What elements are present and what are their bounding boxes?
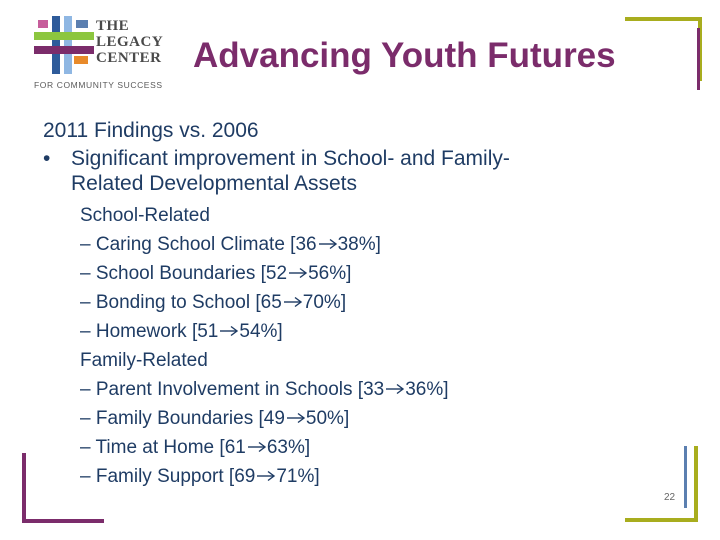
legacy-center-logo <box>34 16 184 92</box>
bullet-line: Related Developmental Assets <box>71 172 357 195</box>
item-to-value: 70% <box>302 292 341 313</box>
item-dash: – <box>80 292 91 313</box>
item-from-value: 65 <box>260 292 282 313</box>
item-label: Parent Involvement in Schools <box>95 379 353 400</box>
item-dash: – <box>80 321 91 342</box>
item-dash: – <box>80 437 91 458</box>
item-from-value: 51 <box>197 321 219 342</box>
findings-heading: 2011 Findings vs. 2006 <box>43 119 259 142</box>
logo-line: LEGACY <box>96 34 164 50</box>
asset-item: – Bonding to School [65 70%] <box>80 292 347 313</box>
arrow-right-icon <box>247 441 267 453</box>
slide-title: Advancing Youth Futures <box>193 36 616 75</box>
asset-item: – School Boundaries [52 56%] <box>80 263 352 284</box>
item-dash: – <box>80 466 91 487</box>
logo-wordmark <box>96 18 184 66</box>
item-label: Caring School Climate <box>95 234 285 255</box>
item-to-value: 54% <box>239 321 278 342</box>
item-label: Time at Home <box>95 437 215 458</box>
group-title: Family-Related <box>80 350 208 371</box>
item-to-value: 36% <box>405 379 444 400</box>
item-label: Family Support <box>95 466 224 487</box>
item-label: Bonding to School <box>95 292 251 313</box>
asset-item: – Family Support [69 71%] <box>80 466 320 487</box>
item-dash: – <box>80 234 91 255</box>
logo-line: THE <box>96 18 130 34</box>
asset-item: – Parent Involvement in Schools [33 36%] <box>80 379 449 400</box>
item-label: Family Boundaries <box>95 408 254 429</box>
arrow-right-icon <box>286 412 306 424</box>
logo-line: CENTER <box>96 50 162 66</box>
item-from-value: 61 <box>224 437 246 458</box>
arrow-right-icon <box>219 325 239 337</box>
asset-item: – Caring School Climate [36 38%] <box>80 234 381 255</box>
arrow-right-icon <box>256 470 276 482</box>
frame-top-right-accent <box>697 28 700 90</box>
asset-item: – Homework [51 54%] <box>80 321 283 342</box>
logo-cross-icon <box>34 16 94 74</box>
item-to-value: 38% <box>337 234 376 255</box>
slide-body <box>43 118 683 491</box>
page-number: 22 <box>664 492 676 503</box>
arrow-right-icon <box>318 238 338 250</box>
logo-tagline: FOR COMMUNITY SUCCESS <box>34 80 163 90</box>
asset-groups <box>80 201 683 491</box>
group-title: School-Related <box>80 205 210 226</box>
item-to-value: 56% <box>308 263 347 284</box>
item-label: Homework <box>95 321 187 342</box>
item-dash: – <box>80 263 91 284</box>
item-from-value: 49 <box>263 408 285 429</box>
bullet-line: Significant improvement in School- and Family- <box>71 147 510 170</box>
item-dash: – <box>80 408 91 429</box>
item-from-value: 52 <box>265 263 288 284</box>
arrow-right-icon <box>283 296 303 308</box>
bullet-point <box>43 146 683 196</box>
item-to-value: 63% <box>266 437 305 458</box>
item-to-value: 71% <box>276 466 315 487</box>
arrow-right-icon <box>288 267 308 279</box>
bullet-marker: • <box>43 147 51 170</box>
asset-item: – Family Boundaries [49 50%] <box>80 408 350 429</box>
arrow-right-icon <box>385 383 405 395</box>
item-label: School Boundaries <box>95 263 256 284</box>
item-dash: – <box>80 379 91 400</box>
item-to-value: 50% <box>305 408 344 429</box>
item-from-value: 33 <box>363 379 385 400</box>
item-from-value: 36 <box>295 234 317 255</box>
frame-top-right <box>625 17 702 81</box>
frame-bottom-right-accent <box>684 446 687 508</box>
item-from-value: 69 <box>234 466 256 487</box>
asset-item: – Time at Home [61 63%] <box>80 437 311 458</box>
